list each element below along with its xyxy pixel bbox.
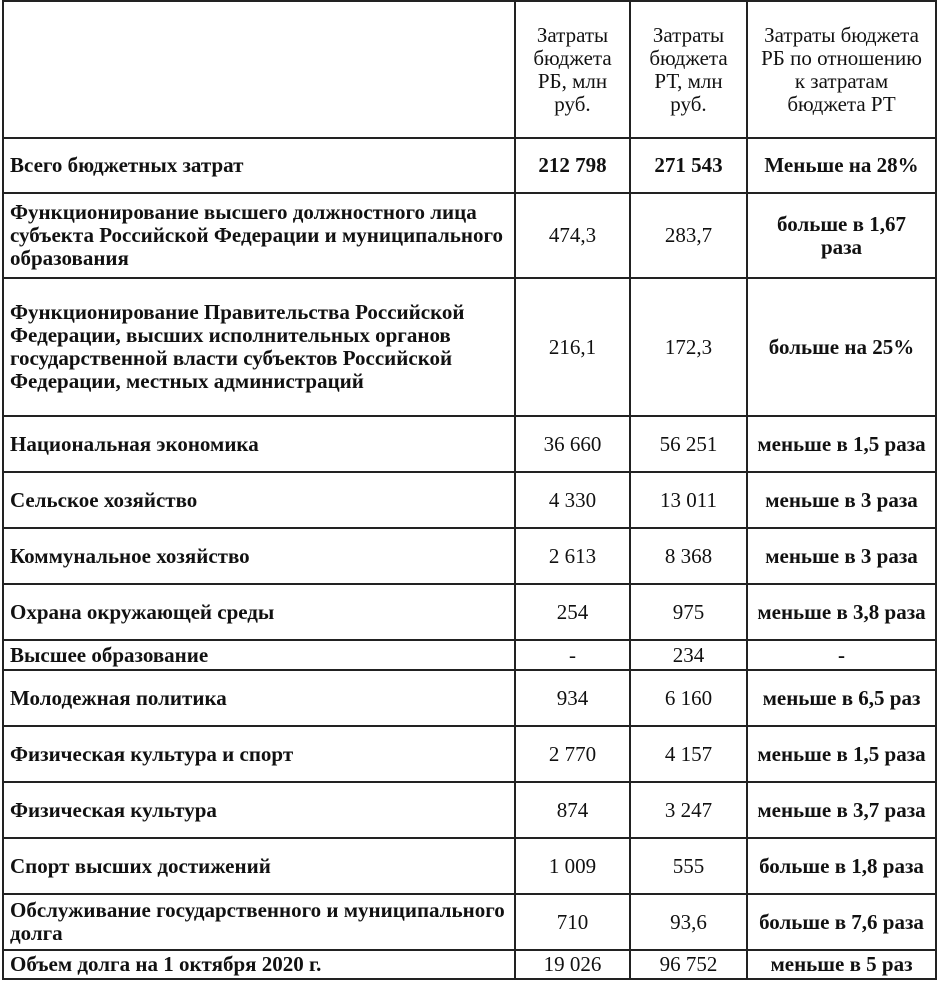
table-row bbox=[3, 726, 936, 782]
row-rt-value: 555 bbox=[630, 838, 747, 894]
table-row bbox=[3, 782, 936, 838]
table-row bbox=[3, 640, 936, 670]
row-rt-value: 13 011 bbox=[630, 472, 747, 528]
row-compare: меньше в 3 раза bbox=[747, 472, 936, 528]
row-label: Сельское хозяйство bbox=[3, 472, 515, 528]
row-label: Физическая культура и спорт bbox=[3, 726, 515, 782]
row-rb-value: 2 770 bbox=[515, 726, 630, 782]
row-rb-value: 4 330 bbox=[515, 472, 630, 528]
row-compare: больше на 25% bbox=[747, 278, 936, 416]
row-rb-value: 216,1 bbox=[515, 278, 630, 416]
row-compare: Меньше на 28% bbox=[747, 138, 936, 193]
row-label: Коммунальное хозяйство bbox=[3, 528, 515, 584]
row-label: Спорт высших достижений bbox=[3, 838, 515, 894]
table-row bbox=[3, 838, 936, 894]
row-rb-value: 874 bbox=[515, 782, 630, 838]
row-rb-value: 474,3 bbox=[515, 193, 630, 278]
row-label: Обслуживание государственного и муниципального долга bbox=[3, 894, 515, 950]
row-compare: больше в 1,8 раза bbox=[747, 838, 936, 894]
row-rt-value: 234 bbox=[630, 640, 747, 670]
row-compare: меньше в 3,8 раза bbox=[747, 584, 936, 640]
table-row bbox=[3, 950, 936, 979]
row-compare: больше в 1,67 раза bbox=[747, 193, 936, 278]
row-compare: больше в 7,6 раза bbox=[747, 894, 936, 950]
row-rt-value: 56 251 bbox=[630, 416, 747, 472]
header-rt-cost: Затраты бюджета РТ, млн руб. bbox=[630, 1, 747, 138]
row-rt-value: 172,3 bbox=[630, 278, 747, 416]
row-label: Всего бюджетных затрат bbox=[3, 138, 515, 193]
row-rt-value: 271 543 bbox=[630, 138, 747, 193]
row-rt-value: 6 160 bbox=[630, 670, 747, 726]
header-row bbox=[3, 1, 936, 138]
row-label: Национальная экономика bbox=[3, 416, 515, 472]
table-row bbox=[3, 670, 936, 726]
row-rt-value: 3 247 bbox=[630, 782, 747, 838]
row-compare: меньше в 5 раз bbox=[747, 950, 936, 979]
row-rt-value: 96 752 bbox=[630, 950, 747, 979]
row-rb-value: 1 009 bbox=[515, 838, 630, 894]
row-compare: меньше в 3,7 раза bbox=[747, 782, 936, 838]
row-label: Охрана окружающей среды bbox=[3, 584, 515, 640]
row-rt-value: 283,7 bbox=[630, 193, 747, 278]
row-rb-value: 710 bbox=[515, 894, 630, 950]
row-rb-value: 212 798 bbox=[515, 138, 630, 193]
row-compare: меньше в 3 раза bbox=[747, 528, 936, 584]
row-compare: меньше в 6,5 раз bbox=[747, 670, 936, 726]
row-rb-value: 254 bbox=[515, 584, 630, 640]
table-row bbox=[3, 584, 936, 640]
row-rb-value: 2 613 bbox=[515, 528, 630, 584]
header-compare: Затраты бюджета РБ по отношению к затратам бюджета РТ bbox=[747, 1, 936, 138]
row-rb-value: - bbox=[515, 640, 630, 670]
header-rb-cost: Затраты бюджета РБ, млн руб. bbox=[515, 1, 630, 138]
row-rt-value: 93,6 bbox=[630, 894, 747, 950]
row-rt-value: 8 368 bbox=[630, 528, 747, 584]
budget-comparison-table bbox=[2, 0, 937, 980]
row-rt-value: 975 bbox=[630, 584, 747, 640]
table-row bbox=[3, 138, 936, 193]
row-compare: меньше в 1,5 раза bbox=[747, 416, 936, 472]
row-rt-value: 4 157 bbox=[630, 726, 747, 782]
table-row bbox=[3, 472, 936, 528]
table-row bbox=[3, 894, 936, 950]
table-row bbox=[3, 193, 936, 278]
row-label: Молодежная политика bbox=[3, 670, 515, 726]
table-row bbox=[3, 416, 936, 472]
table-row bbox=[3, 528, 936, 584]
row-label: Функционирование высшего должностного лица субъекта Российской Федерации и муниципального образования bbox=[3, 193, 515, 278]
row-rb-value: 36 660 bbox=[515, 416, 630, 472]
row-rb-value: 19 026 bbox=[515, 950, 630, 979]
row-label: Высшее образование bbox=[3, 640, 515, 670]
row-label: Функционирование Правительства Российской Федерации, высших исполнительных органов государственной власти субъектов Российской Федерации, местных администраций bbox=[3, 278, 515, 416]
row-rb-value: 934 bbox=[515, 670, 630, 726]
row-compare: - bbox=[747, 640, 936, 670]
row-label: Объем долга на 1 октября 2020 г. bbox=[3, 950, 515, 979]
row-compare: меньше в 1,5 раза bbox=[747, 726, 936, 782]
row-label: Физическая культура bbox=[3, 782, 515, 838]
header-empty-cell bbox=[3, 1, 515, 138]
table-row bbox=[3, 278, 936, 416]
